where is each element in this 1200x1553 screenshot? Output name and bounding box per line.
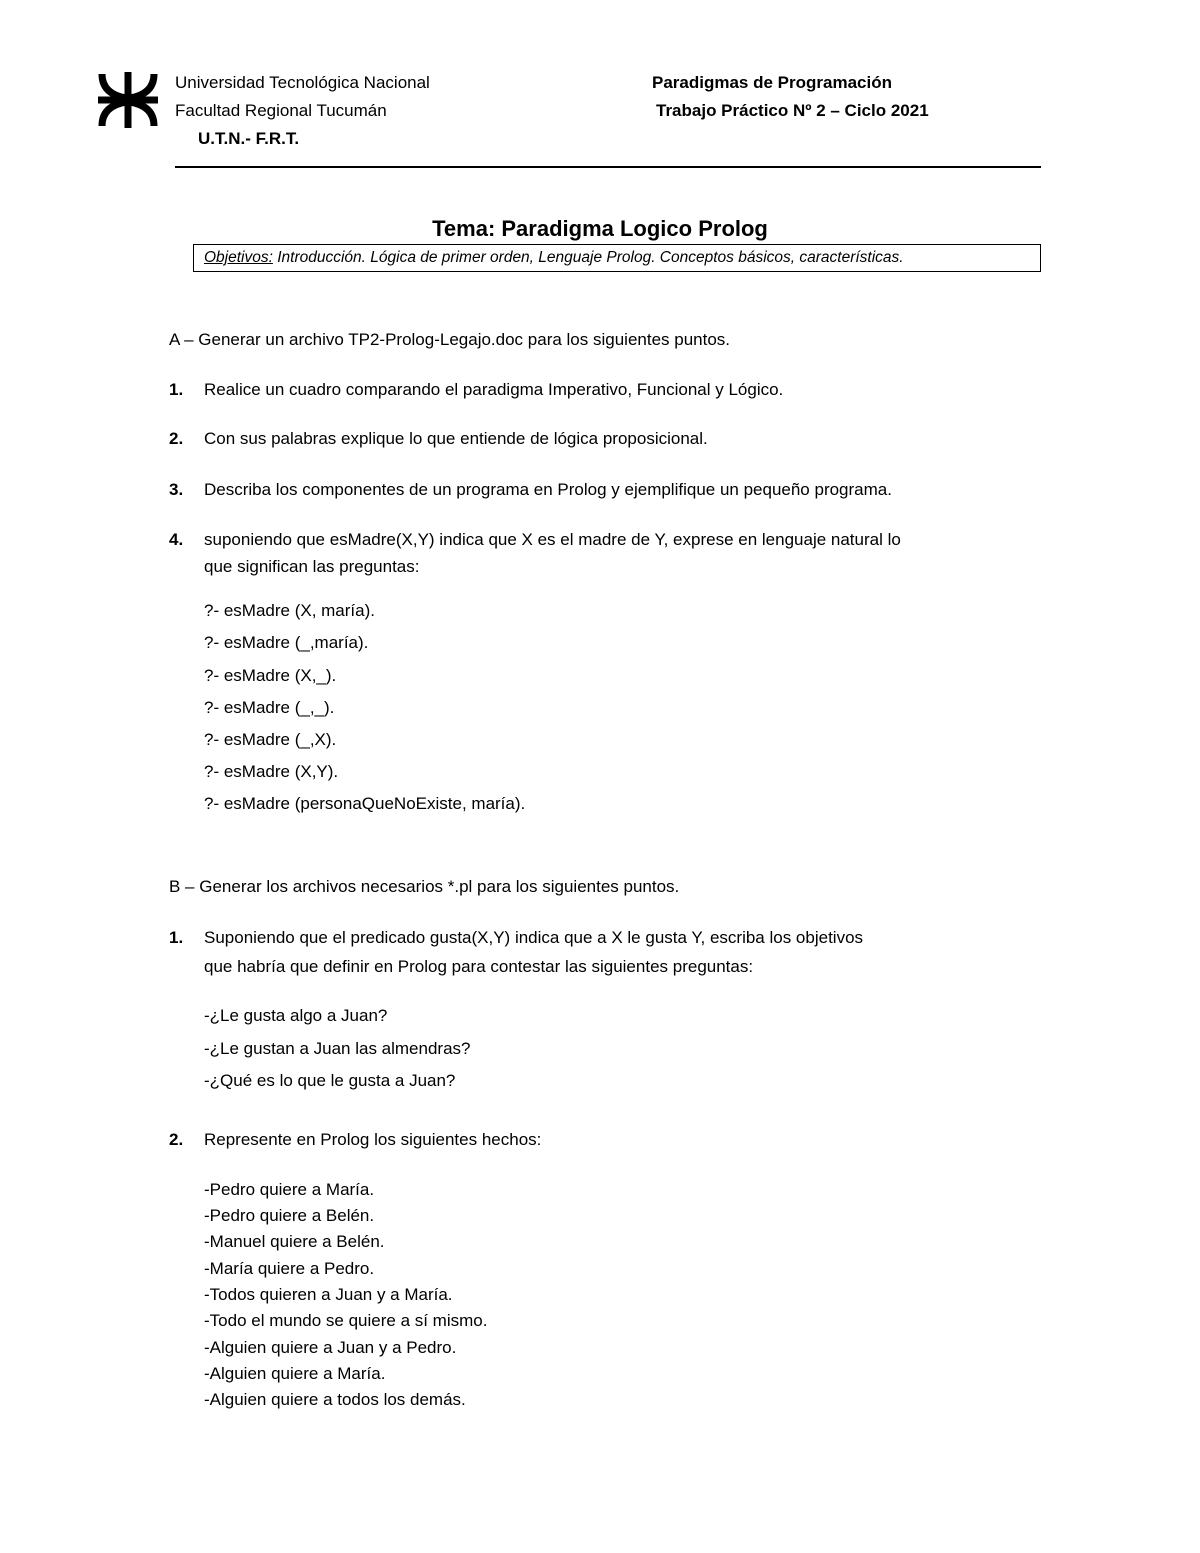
item-number: 2.: [169, 429, 184, 448]
list-item: Describa los componentes de un programa en Prolog y ejemplifique un pequeño programa.: [204, 480, 892, 499]
list-item-continuation: que significan las preguntas:: [204, 557, 420, 576]
fact-line: -María quiere a Pedro.: [204, 1259, 375, 1278]
question-line: -¿Le gusta algo a Juan?: [204, 1006, 388, 1025]
query-line: ?- esMadre (_,X).: [204, 730, 337, 749]
item-number: 3.: [169, 480, 184, 499]
section-b-heading: B – Generar los archivos necesarios *.pl para los siguientes puntos.: [169, 877, 680, 896]
query-line: ?- esMadre (X,Y).: [204, 762, 339, 781]
query-line: ?- esMadre (X,_).: [204, 666, 337, 685]
objectives-text: Introducción. Lógica de primer orden, Lenguaje Prolog. Conceptos básicos, características.: [272, 249, 904, 266]
list-item: Con sus palabras explique lo que entiende de lógica proposicional.: [204, 429, 708, 448]
faculty-name: Facultad Regional Tucumán: [175, 101, 387, 120]
list-item: suponiendo que esMadre(X,Y) indica que X es el madre de Y, exprese en lenguaje natural lo: [204, 530, 901, 549]
query-line: ?- esMadre (X, maría).: [204, 601, 375, 620]
item-number: 1.: [169, 928, 184, 947]
question-line: -¿Qué es lo que le gusta a Juan?: [204, 1071, 456, 1090]
fact-line: -Alguien quiere a Juan y a Pedro.: [204, 1338, 457, 1357]
course-name: Paradigmas de Programación: [652, 73, 892, 92]
question-line: -¿Le gustan a Juan las almendras?: [204, 1039, 471, 1058]
fact-line: -Pedro quiere a María.: [204, 1180, 375, 1199]
list-item: Represente en Prolog los siguientes hechos:: [204, 1130, 542, 1149]
fact-line: -Alguien quiere a María.: [204, 1364, 386, 1383]
list-item-continuation: que habría que definir en Prolog para contestar las siguientes preguntas:: [204, 957, 754, 976]
fact-line: -Pedro quiere a Belén.: [204, 1206, 375, 1225]
item-number: 1.: [169, 380, 184, 399]
query-line: ?- esMadre (personaQueNoExiste, maría).: [204, 794, 526, 813]
list-item: Realice un cuadro comparando el paradigma Imperativo, Funcional y Lógico.: [204, 380, 784, 399]
assignment-title: Trabajo Práctico Nº 2 – Ciclo 2021: [656, 101, 929, 120]
section-a-heading: A – Generar un archivo TP2-Prolog-Legajo.doc para los siguientes puntos.: [169, 330, 731, 349]
item-number: 4.: [169, 530, 184, 549]
fact-line: -Manuel quiere a Belén.: [204, 1232, 385, 1251]
institution-acronym: U.T.N.- F.R.T.: [198, 129, 300, 148]
university-name: Universidad Tecnológica Nacional: [175, 73, 430, 92]
fact-line: -Todos quieren a Juan y a María.: [204, 1285, 453, 1304]
objectives-box: [193, 244, 1041, 272]
fact-line: -Alguien quiere a todos los demás.: [204, 1390, 466, 1409]
header-divider: [175, 166, 1041, 168]
utn-logo: [96, 70, 160, 130]
query-line: ?- esMadre (_,maría).: [204, 633, 369, 652]
item-number: 2.: [169, 1130, 184, 1149]
query-line: ?- esMadre (_,_).: [204, 698, 335, 717]
page-title: Tema: Paradigma Logico Prolog: [432, 216, 768, 241]
fact-line: -Todo el mundo se quiere a sí mismo.: [204, 1311, 488, 1330]
list-item: Suponiendo que el predicado gusta(X,Y) indica que a X le gusta Y, escriba los objetivos: [204, 928, 864, 947]
objectives-label: Objetivos:: [204, 249, 273, 266]
